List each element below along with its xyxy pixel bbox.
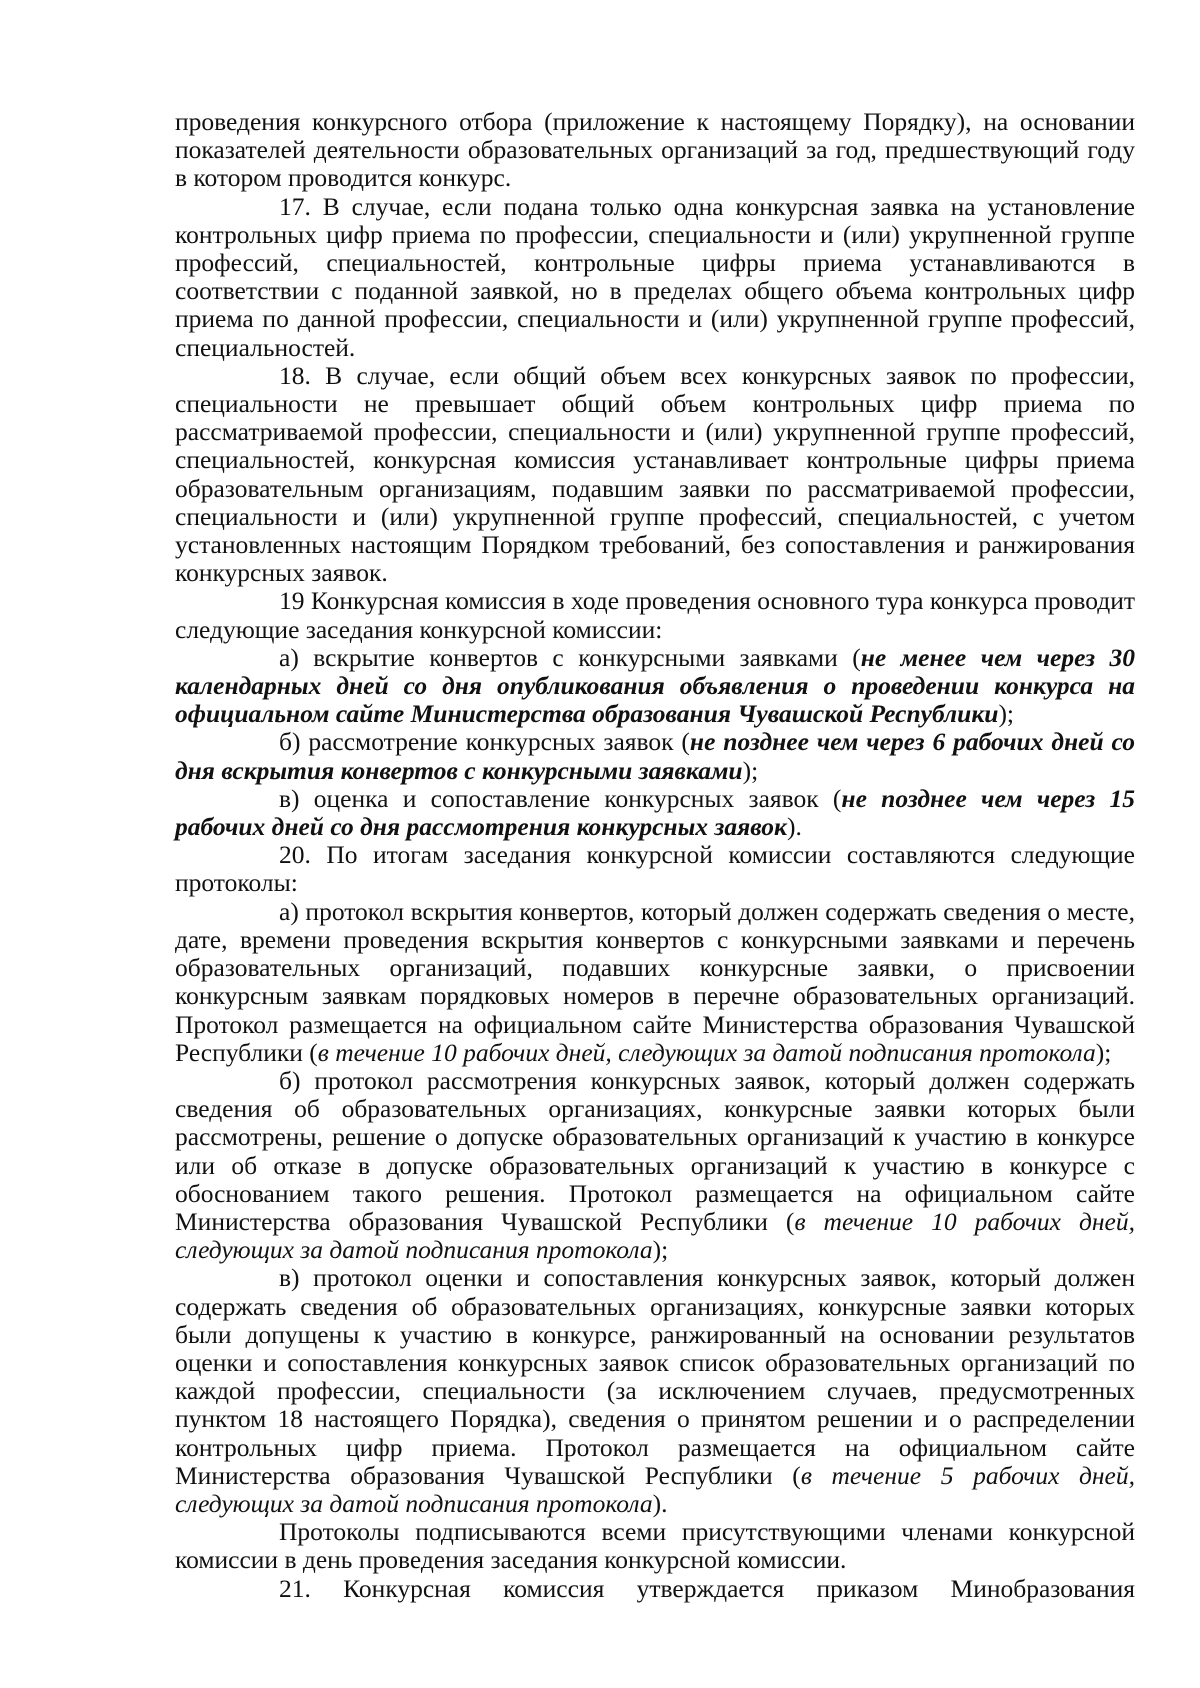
paragraph-text: в) оценка и сопоставление конкурсных заявок ( xyxy=(279,783,842,813)
paragraph-text: 17. В случае, если подана только одна конкурсная заявка на установление контрольных цифр приема по профессии, специальности и (или) укрупненной группе профессий, специальностей, контрольные цифры приема устанавливаются в соответствии с поданной заявкой, но в пределах общего объема контрольных цифр приема по данной профессии, специальности и (или) укрупненной группе профессий, специальностей. xyxy=(175,191,1135,362)
emphasis-text: не менее чем через 30 календарных дней со дня опубликования объявления о проведении конкурса на официальном сайте Министерства образования Чувашской Республики xyxy=(175,642,1135,729)
document-paragraph xyxy=(175,785,1135,841)
paragraph-text: ); xyxy=(1095,1037,1112,1067)
document-paragraph xyxy=(175,1067,1135,1264)
document-paragraph xyxy=(175,841,1135,897)
paragraph-text: а) вскрытие конвертов с конкурсными заявками ( xyxy=(279,642,861,672)
emphasis-text: не позднее чем через 15 рабочих дней со дня рассмотрения конкурсных заявок xyxy=(175,783,1135,842)
paragraph-text: 20. По итогам заседания конкурсной комиссии составляются следующие протоколы: xyxy=(175,840,1135,898)
paragraph-text: б) рассмотрение конкурсных заявок ( xyxy=(279,727,690,757)
document-paragraph xyxy=(175,728,1135,784)
document-paragraph xyxy=(175,587,1135,643)
document-paragraph xyxy=(175,108,1135,193)
document-paragraph xyxy=(175,193,1135,362)
paragraph-text: ); xyxy=(742,755,759,785)
emphasis-text: в течение 10 рабочих дней, следующих за датой подписания протокола xyxy=(317,1037,1096,1067)
paragraph-text: ). xyxy=(652,1488,668,1518)
paragraph-text: ). xyxy=(786,812,802,842)
paragraph-text: 21. Конкурсная комиссия утверждается приказом Минобразования xyxy=(279,1573,1135,1603)
emphasis-text: в течение 5 рабочих дней, следующих за датой подписания протокола xyxy=(175,1460,1135,1518)
document-paragraph xyxy=(175,1518,1135,1574)
document-paragraph xyxy=(175,1264,1135,1518)
paragraph-text: 19 Конкурсная комиссия в ходе проведения основного тура конкурса проводит следующие заседания конкурсной комиссии: xyxy=(175,586,1135,644)
paragraph-text: 18. В случае, если общий объем всех конкурсных заявок по профессии, специальности не превышает общий объем контрольных цифр приема по рассматриваемой профессии, специальности и (или) укрупненной группе профессий, специальностей, конкурсная комиссия устанавливает контрольные цифры приема образовательным организациям, подавшим заявки по рассматриваемой профессии, специальности и (или) укрупненной группе профессий, специальностей, с учетом установленных настоящим Порядком требований, без сопоставления и ранжирования конкурсных заявок. xyxy=(175,360,1135,588)
document-paragraph xyxy=(175,1575,1135,1603)
paragraph-text: ); xyxy=(998,699,1015,729)
paragraph-text: а) протокол вскрытия конвертов, который должен содержать сведения о месте, дате, времени проведения вскрытия конвертов с конкурсными заявками и перечень образовательных организаций, подавших конкурсные заявки, о присвоении конкурсным заявкам порядковых номеров в перечне образовательных организаций. Протокол размещается на официальном сайте Министерства образования Чувашской Республики ( xyxy=(175,896,1135,1067)
paragraph-text: в) протокол оценки и сопоставления конкурсных заявок, который должен содержать сведения об образовательных организациях, конкурсные заявки которых были допущены к участию в конкурсе, ранжированный на основании результатов оценки и сопоставления конкурсных заявок список образовательных организаций по каждой профессии, специальности (за исключением случаев, предусмотренных пунктом 18 настоящего Порядка), сведения о принятом решении и о распределении контрольных цифр приема. Протокол размещается на официальном сайте Министерства образования Чувашской Республики ( xyxy=(175,1263,1135,1490)
paragraph-text: проведения конкурсного отбора (приложение к настоящему Порядку), на основании показателей деятельности образовательных организаций за год, предшествующий году в котором проводится конкурс. xyxy=(175,107,1135,193)
document-paragraph xyxy=(175,644,1135,729)
document-page xyxy=(175,108,1135,1603)
document-paragraph xyxy=(175,898,1135,1067)
paragraph-text: б) протокол рассмотрения конкурсных заявок, который должен содержать сведения об образовательных организациях, конкурсные заявки которых были рассмотрены, решение о допуске образовательных организаций к участию в конкурсе или об отказе в допуске образовательных организаций к участию в конкурсе с обоснованием такого решения. Протокол размещается на официальном сайте Министерства образования Чувашской Республики ( xyxy=(175,1065,1135,1236)
emphasis-text: в течение 10 рабочих дней, следующих за датой подписания протокола xyxy=(175,1206,1135,1265)
document-paragraph xyxy=(175,362,1135,588)
emphasis-text: не позднее чем через 6 рабочих дней со дня вскрытия конвертов с конкурсными заявками xyxy=(175,727,1135,785)
paragraph-text: ); xyxy=(652,1235,669,1265)
paragraph-text: Протоколы подписываются всеми присутствующими членами конкурсной комиссии в день проведения заседания конкурсной комиссии. xyxy=(175,1517,1135,1575)
